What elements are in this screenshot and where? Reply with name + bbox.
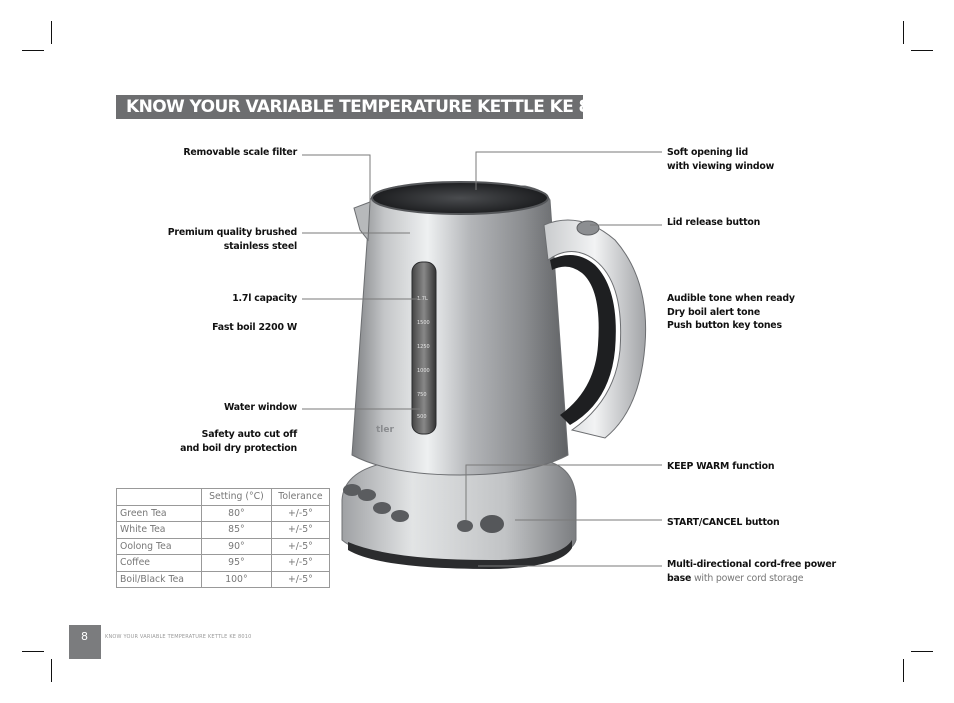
window-mark: 1.7L bbox=[417, 296, 428, 302]
label-text: Audible tone when ready bbox=[667, 293, 795, 304]
label-text: Fast boil 2200 W bbox=[212, 322, 297, 333]
window-mark: 500 bbox=[417, 414, 427, 420]
label-capacity bbox=[140, 292, 297, 306]
label-text-light: with power cord storage bbox=[691, 572, 804, 584]
label-text: base bbox=[667, 572, 692, 584]
table-cell: 95° bbox=[202, 555, 272, 572]
label-text: Push button key tones bbox=[667, 320, 782, 331]
window-mark: 1500 bbox=[417, 320, 430, 326]
label-fast-boil bbox=[140, 321, 297, 335]
label-text: START/CANCEL button bbox=[667, 517, 780, 528]
table-row bbox=[117, 522, 330, 539]
label-text: Premium quality brushed bbox=[167, 227, 297, 238]
label-text: 1.7l capacity bbox=[232, 293, 297, 304]
table-row bbox=[117, 505, 330, 522]
table-row bbox=[117, 555, 330, 572]
page-title: KNOW YOUR VARIABLE TEMPERATURE KETTLE KE 8010 bbox=[126, 97, 624, 117]
table-cell: 90° bbox=[202, 538, 272, 555]
table-header-row bbox=[117, 489, 330, 506]
table-row bbox=[117, 538, 330, 555]
table-cell: Coffee bbox=[117, 555, 202, 572]
table-header: Tolerance bbox=[271, 489, 329, 506]
temperature-table bbox=[116, 488, 330, 588]
label-text: Safety auto cut off bbox=[201, 429, 297, 440]
table-cell: 100° bbox=[202, 571, 272, 588]
label-power-base bbox=[667, 558, 867, 585]
label-keep-warm bbox=[667, 460, 867, 474]
window-mark: 1000 bbox=[417, 368, 430, 374]
label-scale-filter bbox=[140, 146, 297, 160]
label-text: Water window bbox=[223, 402, 297, 413]
label-tones bbox=[667, 292, 867, 333]
table-cell: +/-5° bbox=[271, 571, 329, 588]
label-text: Lid release button bbox=[667, 217, 761, 228]
table-row bbox=[117, 571, 330, 588]
label-text: with viewing window bbox=[667, 160, 775, 172]
label-text: KEEP WARM function bbox=[667, 461, 775, 472]
window-mark: 1250 bbox=[417, 344, 430, 350]
table-header: Setting (°C) bbox=[202, 489, 272, 506]
table-cell: 80° bbox=[202, 505, 272, 522]
table-cell: +/-5° bbox=[271, 522, 329, 539]
table-cell: +/-5° bbox=[271, 538, 329, 555]
label-text: Removable scale filter bbox=[183, 147, 297, 158]
table-cell: +/-5° bbox=[271, 555, 329, 572]
label-stainless-steel bbox=[140, 226, 297, 253]
table-cell: White Tea bbox=[117, 522, 202, 539]
table-cell: 85° bbox=[202, 522, 272, 539]
footer-text: KNOW YOUR VARIABLE TEMPERATURE KETTLE KE 8010 bbox=[105, 634, 252, 640]
label-lid-release bbox=[667, 216, 867, 230]
label-water-window bbox=[140, 401, 297, 415]
label-text: and boil dry protection bbox=[180, 442, 297, 454]
table-cell: Green Tea bbox=[117, 505, 202, 522]
window-mark: 750 bbox=[417, 392, 427, 398]
label-lid bbox=[667, 146, 867, 173]
brand-mark: tler bbox=[376, 425, 394, 435]
table-cell: +/-5° bbox=[271, 505, 329, 522]
page-number: 8 bbox=[81, 630, 88, 643]
label-text: Dry boil alert tone bbox=[667, 306, 761, 318]
label-text: stainless steel bbox=[223, 240, 297, 252]
label-safety bbox=[140, 428, 297, 455]
label-text: Soft opening lid bbox=[667, 147, 749, 158]
table-cell: Oolong Tea bbox=[117, 538, 202, 555]
table-header bbox=[117, 489, 202, 506]
label-text: Multi-directional cord-free power bbox=[667, 559, 836, 570]
table-cell: Boil/Black Tea bbox=[117, 571, 202, 588]
label-start-cancel bbox=[667, 516, 867, 530]
